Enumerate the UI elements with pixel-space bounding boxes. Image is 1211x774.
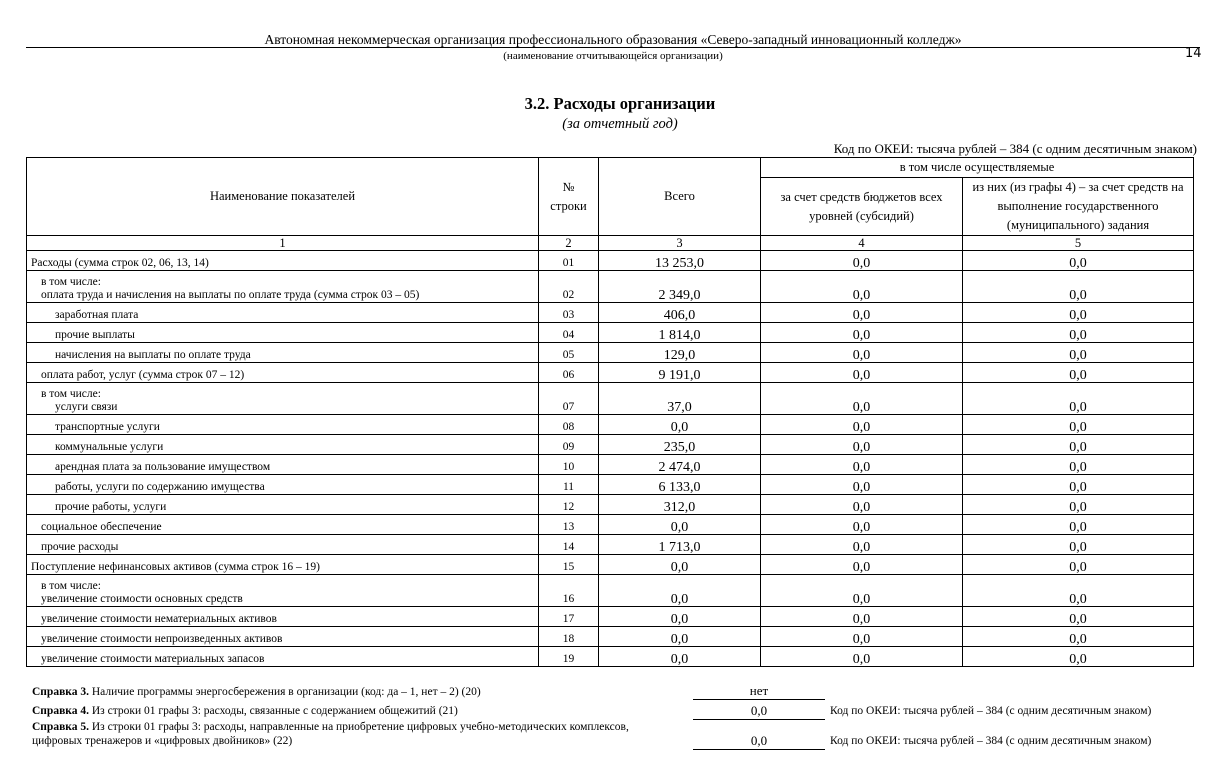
row-total: 6 133,0	[599, 475, 761, 495]
row-label: увеличение стоимости основных средств	[41, 593, 243, 605]
row-state-task-value: 0,0	[963, 303, 1194, 323]
row-total: 0,0	[599, 607, 761, 627]
row-budget-value: 0,0	[761, 607, 963, 627]
row-number: 08	[539, 415, 599, 435]
row-total: 129,0	[599, 343, 761, 363]
row-total: 2 349,0	[599, 271, 761, 303]
row-total: 312,0	[599, 495, 761, 515]
table-row	[27, 627, 1194, 647]
row-label: транспортные услуги	[55, 421, 160, 433]
row-label: работы, услуги по содержанию имущества	[55, 481, 265, 493]
row-total: 0,0	[599, 515, 761, 535]
row-number: 09	[539, 435, 599, 455]
row-budget-value: 0,0	[761, 515, 963, 535]
row-budget-value: 0,0	[761, 323, 963, 343]
note-3-label: Справка 3.	[32, 686, 89, 698]
row-name	[27, 627, 539, 647]
table-row	[27, 607, 1194, 627]
col-number: 4	[761, 236, 963, 251]
row-state-task-value: 0,0	[963, 555, 1194, 575]
row-prefix: в том числе:	[41, 580, 101, 592]
header-row-no: № строки	[539, 158, 599, 236]
row-name	[27, 303, 539, 323]
organization-caption: (наименование отчитывающейся организации)	[503, 50, 723, 62]
row-label: услуги связи	[55, 401, 118, 413]
row-state-task-value: 0,0	[963, 475, 1194, 495]
row-number: 04	[539, 323, 599, 343]
row-state-task-value: 0,0	[963, 435, 1194, 455]
section-title: 3.2. Расходы организации	[524, 94, 716, 113]
note-5-text-cont: цифровых тренажеров и «цифровых двойников» (22)	[32, 735, 293, 747]
row-total: 2 474,0	[599, 455, 761, 475]
table-body	[27, 251, 1194, 667]
section-subtitle: (за отчетный год)	[562, 116, 678, 132]
row-number: 15	[539, 555, 599, 575]
note-5-label: Справка 5.	[32, 721, 89, 733]
header-budget: за счет средств бюджетов всех уровней (субсидий)	[761, 178, 963, 236]
row-label: коммунальные услуги	[55, 441, 164, 453]
row-state-task-value: 0,0	[963, 607, 1194, 627]
row-total: 0,0	[599, 555, 761, 575]
row-budget-value: 0,0	[761, 415, 963, 435]
row-budget-value: 0,0	[761, 303, 963, 323]
row-total: 0,0	[599, 575, 761, 607]
row-name	[27, 535, 539, 555]
row-number: 10	[539, 455, 599, 475]
row-total: 235,0	[599, 435, 761, 455]
row-number: 02	[539, 271, 599, 303]
row-state-task-value: 0,0	[963, 383, 1194, 415]
table-row	[27, 415, 1194, 435]
row-budget-value: 0,0	[761, 455, 963, 475]
row-prefix: в том числе:	[41, 276, 101, 288]
row-number: 18	[539, 627, 599, 647]
row-state-task-value: 0,0	[963, 343, 1194, 363]
col-number: 1	[27, 236, 539, 251]
table-row	[27, 575, 1194, 607]
row-state-task-value: 0,0	[963, 323, 1194, 343]
table-row	[27, 363, 1194, 383]
table-row	[27, 271, 1194, 303]
row-budget-value: 0,0	[761, 251, 963, 271]
row-label: начисления на выплаты по оплате труда	[55, 349, 251, 361]
row-total: 37,0	[599, 383, 761, 415]
row-label: Поступление нефинансовых активов (сумма строк 16 – 19)	[31, 561, 320, 573]
row-number: 03	[539, 303, 599, 323]
row-state-task-value: 0,0	[963, 415, 1194, 435]
row-label: прочие работы, услуги	[55, 501, 167, 513]
row-label: арендная плата за пользование имуществом	[55, 461, 271, 473]
table-row	[27, 323, 1194, 343]
row-name	[27, 343, 539, 363]
row-state-task-value: 0,0	[963, 535, 1194, 555]
table-row	[27, 251, 1194, 271]
row-label: увеличение стоимости нематериальных активов	[41, 613, 277, 625]
row-number: 07	[539, 383, 599, 415]
row-name	[27, 515, 539, 535]
row-name	[27, 555, 539, 575]
row-label: увеличение стоимости непроизведенных активов	[41, 633, 283, 645]
header-incl: в том числе осуществляемые	[761, 158, 1194, 178]
row-state-task-value: 0,0	[963, 515, 1194, 535]
row-name	[27, 495, 539, 515]
row-budget-value: 0,0	[761, 435, 963, 455]
row-total: 0,0	[599, 627, 761, 647]
header-name: Наименование показателей	[27, 158, 539, 236]
row-number: 06	[539, 363, 599, 383]
row-label: Расходы (сумма строк 02, 06, 13, 14)	[31, 257, 209, 269]
row-label: социальное обеспечение	[41, 521, 162, 533]
row-total: 406,0	[599, 303, 761, 323]
row-state-task-value: 0,0	[963, 251, 1194, 271]
row-state-task-value: 0,0	[963, 647, 1194, 667]
row-name	[27, 363, 539, 383]
row-label: прочие выплаты	[55, 329, 135, 341]
row-prefix: в том числе:	[41, 388, 101, 400]
row-budget-value: 0,0	[761, 495, 963, 515]
table-row	[27, 455, 1194, 475]
note-4-text: Из строки 01 графы 3: расходы, связанные с содержанием общежитий (21)	[91, 705, 458, 717]
row-state-task-value: 0,0	[963, 495, 1194, 515]
note-5-text: Из строки 01 графы 3: расходы, направленные на приобретение цифровых учебно-методических комплексов,	[91, 721, 629, 733]
row-budget-value: 0,0	[761, 475, 963, 495]
row-number: 11	[539, 475, 599, 495]
row-label: заработная плата	[55, 309, 139, 321]
row-name	[27, 647, 539, 667]
col-number: 3	[599, 236, 761, 251]
row-state-task-value: 0,0	[963, 455, 1194, 475]
row-state-task-value: 0,0	[963, 575, 1194, 607]
table-row	[27, 555, 1194, 575]
row-total: 9 191,0	[599, 363, 761, 383]
row-budget-value: 0,0	[761, 575, 963, 607]
row-name	[27, 251, 539, 271]
row-name	[27, 383, 539, 415]
row-state-task-value: 0,0	[963, 363, 1194, 383]
table-row	[27, 495, 1194, 515]
row-state-task-value: 0,0	[963, 271, 1194, 303]
row-name	[27, 415, 539, 435]
column-numbers-row	[27, 236, 1194, 251]
row-total: 1 814,0	[599, 323, 761, 343]
organization-name: Автономная некоммерческая организация профессионального образования «Северо-западный инновационный колледж»	[264, 32, 962, 47]
row-label: оплата труда и начисления на выплаты по оплате труда (сумма строк 03 – 05)	[41, 289, 420, 301]
row-number: 19	[539, 647, 599, 667]
note-4-label: Справка 4.	[32, 705, 89, 717]
col-number: 2	[539, 236, 599, 251]
col-number: 5	[963, 236, 1194, 251]
row-number: 12	[539, 495, 599, 515]
row-name	[27, 271, 539, 303]
organization-underline	[26, 47, 1200, 48]
note-5	[32, 721, 629, 733]
row-number: 05	[539, 343, 599, 363]
row-budget-value: 0,0	[761, 343, 963, 363]
note-3-text: Наличие программы энергосбережения в организации (код: да – 1, нет – 2) (20)	[91, 686, 481, 698]
note-5-okei: Код по ОКЕИ: тысяча рублей – 384 (с одним десятичным знаком)	[830, 735, 1152, 747]
row-name	[27, 607, 539, 627]
note-3	[32, 686, 481, 698]
row-budget-value: 0,0	[761, 535, 963, 555]
note-3-value: нет	[693, 683, 825, 700]
row-total: 0,0	[599, 647, 761, 667]
row-name	[27, 455, 539, 475]
row-budget-value: 0,0	[761, 271, 963, 303]
table-row	[27, 647, 1194, 667]
note-4-value: 0,0	[693, 703, 825, 720]
row-state-task-value: 0,0	[963, 627, 1194, 647]
row-number: 17	[539, 607, 599, 627]
row-label: увеличение стоимости материальных запасов	[41, 653, 265, 665]
table-row	[27, 435, 1194, 455]
row-label: прочие расходы	[41, 541, 119, 553]
header-total: Всего	[599, 158, 761, 236]
row-budget-value: 0,0	[761, 647, 963, 667]
note-4	[32, 705, 458, 717]
table-row	[27, 383, 1194, 415]
header-state-task: из них (из графы 4) – за счет средств на выполнение государственного (муниципального) задания	[963, 178, 1194, 236]
row-number: 01	[539, 251, 599, 271]
row-budget-value: 0,0	[761, 363, 963, 383]
table-row	[27, 515, 1194, 535]
note-5-value: 0,0	[693, 733, 825, 750]
row-total: 0,0	[599, 415, 761, 435]
row-name	[27, 435, 539, 455]
table-row	[27, 535, 1194, 555]
table-row	[27, 475, 1194, 495]
row-number: 13	[539, 515, 599, 535]
row-name	[27, 575, 539, 607]
row-number: 16	[539, 575, 599, 607]
row-budget-value: 0,0	[761, 627, 963, 647]
row-name	[27, 475, 539, 495]
row-label: оплата работ, услуг (сумма строк 07 – 12)	[41, 369, 245, 381]
table-row	[27, 303, 1194, 323]
row-budget-value: 0,0	[761, 555, 963, 575]
row-total: 1 713,0	[599, 535, 761, 555]
okei-code: Код по ОКЕИ: тысяча рублей – 384 (с одним десятичным знаком)	[833, 141, 1197, 156]
row-budget-value: 0,0	[761, 383, 963, 415]
table-row	[27, 343, 1194, 363]
row-number: 14	[539, 535, 599, 555]
note-4-okei: Код по ОКЕИ: тысяча рублей – 384 (с одним десятичным знаком)	[830, 705, 1152, 717]
expenses-table	[26, 157, 1194, 667]
page-number: 14	[1185, 46, 1202, 61]
row-name	[27, 323, 539, 343]
row-total: 13 253,0	[599, 251, 761, 271]
